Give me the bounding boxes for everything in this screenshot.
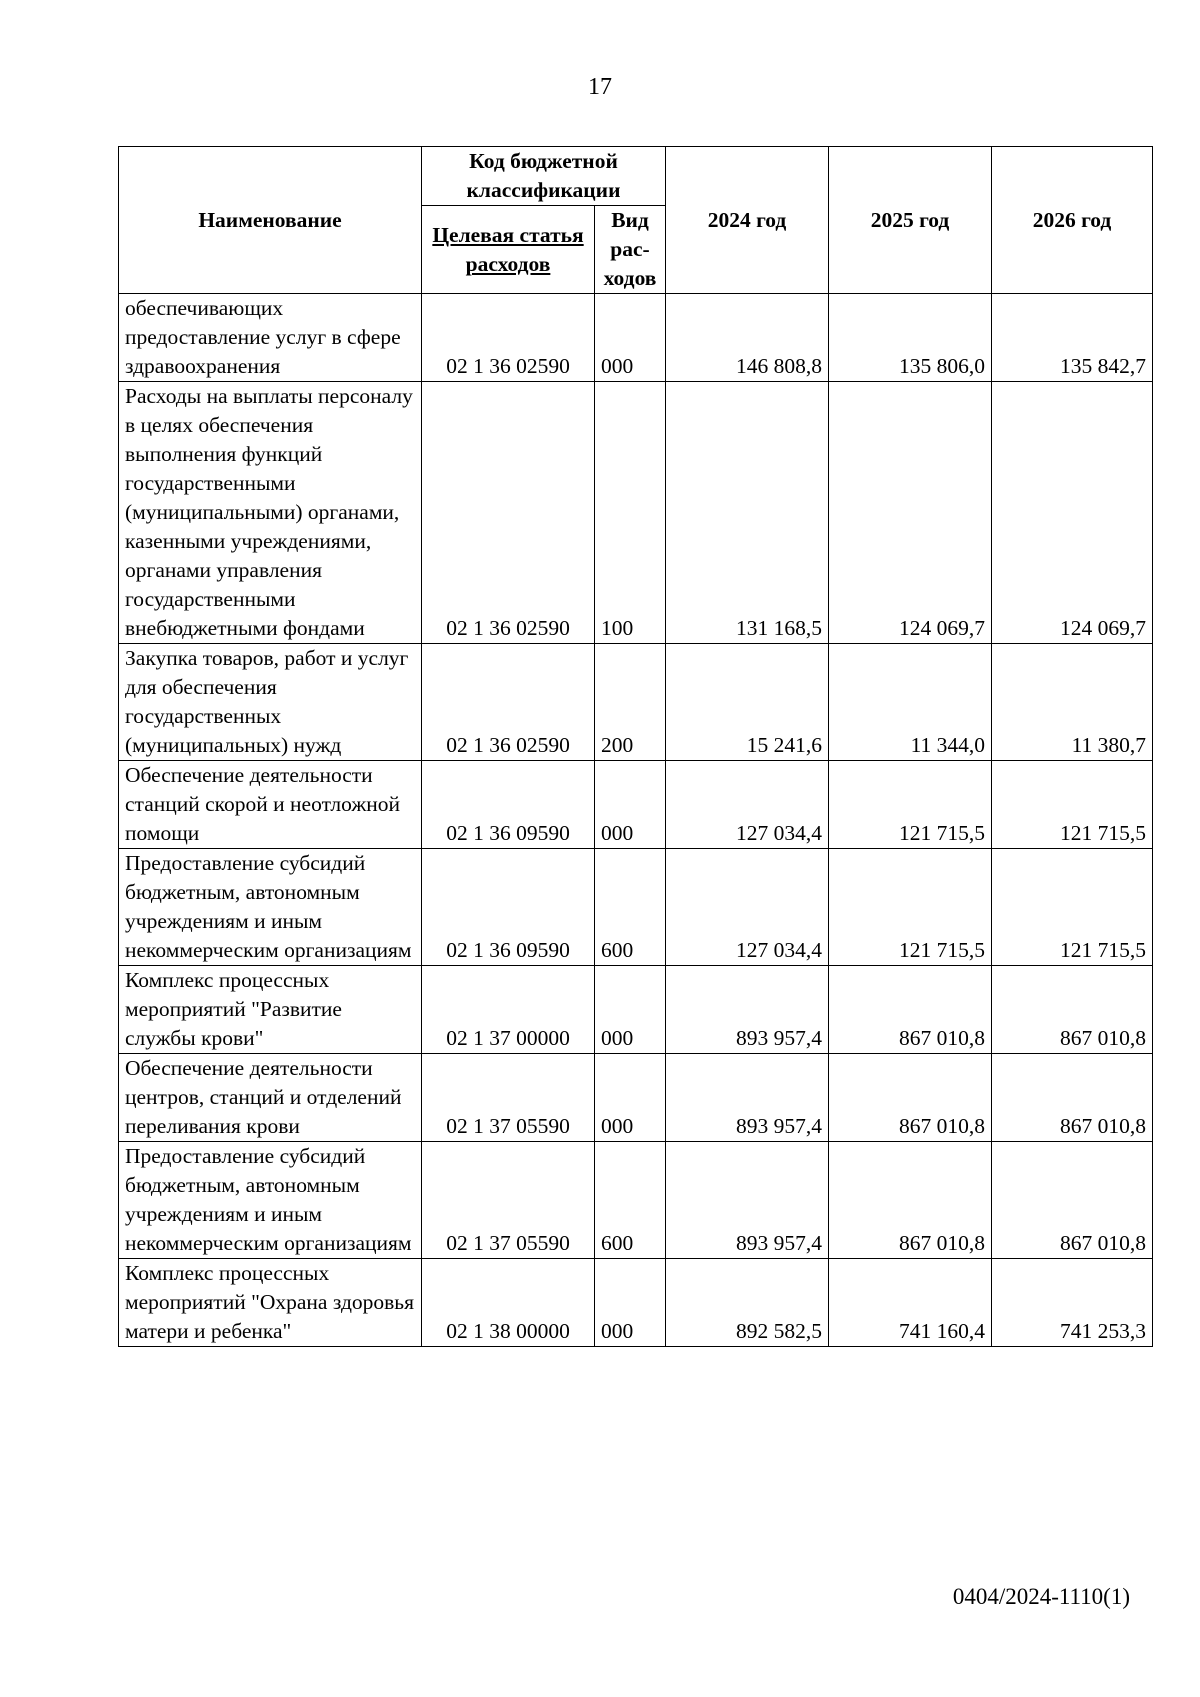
row-target-code: 02 1 36 02590 <box>422 382 595 644</box>
row-name: Комплекс процессных мероприятий "Развитие службы крови" <box>119 966 422 1054</box>
row-target-code: 02 1 36 02590 <box>422 644 595 761</box>
header-target-article-label: Целевая статья расходов <box>432 222 584 276</box>
table-row <box>119 1259 1153 1347</box>
row-value-2026: 124 069,7 <box>992 382 1153 644</box>
row-value-2025: 121 715,5 <box>829 849 992 966</box>
row-value-2025: 867 010,8 <box>829 966 992 1054</box>
row-value-2025: 867 010,8 <box>829 1054 992 1142</box>
row-expense-kind: 000 <box>595 761 666 849</box>
row-name: Обеспечение деятельности центров, станций и отделений переливания крови <box>119 1054 422 1142</box>
row-name: Предоставление субсидий бюджетным, автономным учреждениям и иным некоммерческим организациям <box>119 1142 422 1259</box>
row-value-2026: 867 010,8 <box>992 1142 1153 1259</box>
header-year-2025: 2025 год <box>829 147 992 294</box>
row-value-2025: 741 160,4 <box>829 1259 992 1347</box>
row-target-code: 02 1 37 05590 <box>422 1142 595 1259</box>
header-expense-kind: Вид рас-ходов <box>595 206 666 294</box>
row-name: Комплекс процессных мероприятий "Охрана здоровья матери и ребенка" <box>119 1259 422 1347</box>
row-target-code: 02 1 36 09590 <box>422 849 595 966</box>
row-name: Обеспечение деятельности станций скорой и неотложной помощи <box>119 761 422 849</box>
row-value-2025: 135 806,0 <box>829 294 992 382</box>
row-target-code: 02 1 36 09590 <box>422 761 595 849</box>
row-target-code: 02 1 37 00000 <box>422 966 595 1054</box>
table-row <box>119 644 1153 761</box>
row-expense-kind: 000 <box>595 1054 666 1142</box>
table-body <box>119 294 1153 1347</box>
row-value-2025: 124 069,7 <box>829 382 992 644</box>
row-value-2026: 741 253,3 <box>992 1259 1153 1347</box>
budget-table <box>118 146 1153 1347</box>
row-expense-kind: 600 <box>595 1142 666 1259</box>
row-value-2024: 127 034,4 <box>666 849 829 966</box>
row-value-2024: 127 034,4 <box>666 761 829 849</box>
row-value-2026: 121 715,5 <box>992 761 1153 849</box>
row-value-2026: 867 010,8 <box>992 966 1153 1054</box>
header-name: Наименование <box>119 147 422 294</box>
header-code-group: Код бюджетной классификации <box>422 147 666 206</box>
page-number: 17 <box>588 74 612 100</box>
row-name: Расходы на выплаты персоналу в целях обеспечения выполнения функций государственными (муниципальными) органами, казенными учреждениями, органами управления государственными внебюджетными фондами <box>119 382 422 644</box>
row-expense-kind: 000 <box>595 966 666 1054</box>
row-value-2025: 867 010,8 <box>829 1142 992 1259</box>
row-expense-kind: 200 <box>595 644 666 761</box>
header-year-2026: 2026 год <box>992 147 1153 294</box>
row-value-2025: 121 715,5 <box>829 761 992 849</box>
row-expense-kind: 600 <box>595 849 666 966</box>
row-expense-kind: 000 <box>595 294 666 382</box>
table-row <box>119 294 1153 382</box>
table-row <box>119 1054 1153 1142</box>
row-value-2026: 135 842,7 <box>992 294 1153 382</box>
row-target-code: 02 1 37 05590 <box>422 1054 595 1142</box>
table-row <box>119 966 1153 1054</box>
row-value-2024: 893 957,4 <box>666 1054 829 1142</box>
row-name: Закупка товаров, работ и услуг для обеспечения государственных (муниципальных) нужд <box>119 644 422 761</box>
row-expense-kind: 100 <box>595 382 666 644</box>
row-value-2024: 893 957,4 <box>666 966 829 1054</box>
table-row <box>119 849 1153 966</box>
row-name: обеспечивающих предоставление услуг в сфере здравоохранения <box>119 294 422 382</box>
document-code: 0404/2024-1110(1) <box>952 1584 1130 1609</box>
row-value-2026: 867 010,8 <box>992 1054 1153 1142</box>
row-value-2024: 131 168,5 <box>666 382 829 644</box>
table-row <box>119 382 1153 644</box>
row-value-2024: 146 808,8 <box>666 294 829 382</box>
table-header <box>119 147 1153 294</box>
row-value-2026: 11 380,7 <box>992 644 1153 761</box>
table-row <box>119 761 1153 849</box>
row-target-code: 02 1 36 02590 <box>422 294 595 382</box>
header-year-2024: 2024 год <box>666 147 829 294</box>
row-name: Предоставление субсидий бюджетным, автономным учреждениям и иным некоммерческим организациям <box>119 849 422 966</box>
header-target-article <box>422 206 595 294</box>
row-value-2024: 893 957,4 <box>666 1142 829 1259</box>
row-value-2025: 11 344,0 <box>829 644 992 761</box>
row-expense-kind: 000 <box>595 1259 666 1347</box>
row-value-2024: 892 582,5 <box>666 1259 829 1347</box>
row-target-code: 02 1 38 00000 <box>422 1259 595 1347</box>
row-value-2026: 121 715,5 <box>992 849 1153 966</box>
row-value-2024: 15 241,6 <box>666 644 829 761</box>
table-row <box>119 1142 1153 1259</box>
